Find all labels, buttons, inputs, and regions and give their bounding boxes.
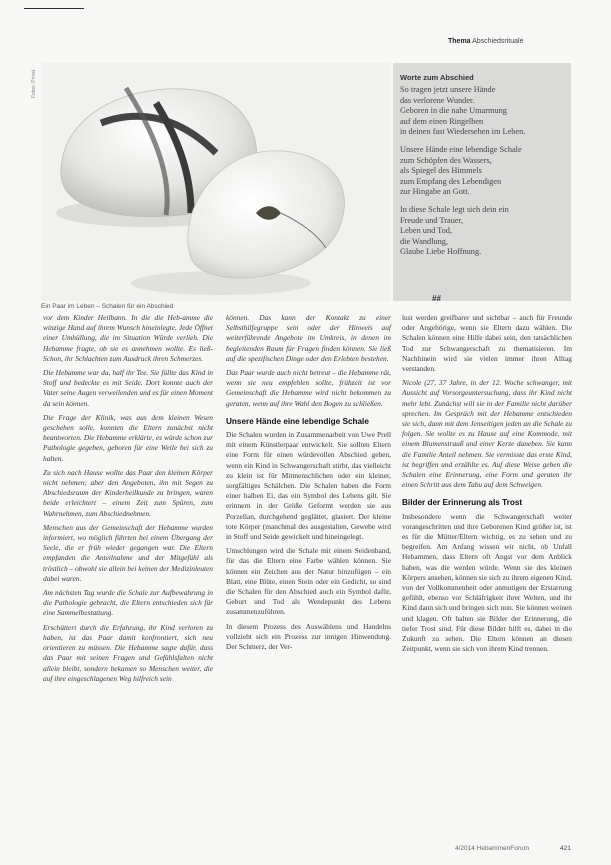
footer-issue: 4/2014 HebammenForum: [455, 845, 530, 852]
paragraph: Die Hebamme war da, half ihr Tee. Sie füllte das Kind in Stoff und bedeckte es mit Seide. Dort konnte auch der Vater seine Augen verweilenden und es für einen Moment da sein können.: [43, 368, 213, 408]
poem-line: zur Hingabe an Gott.: [400, 187, 470, 197]
section-heading: Bilder der Erinnerung als Trost: [402, 498, 523, 508]
poem-line: das verlorene Wunder.: [400, 95, 475, 105]
poem-line: zum Empfang des Lebendigen: [400, 176, 502, 186]
paragraph: Das Paar wurde auch nicht betreut – die Hebamme rät, wenn sie neu empfehlen sollte, frühzeit ist vor Gemeinschaft die Hebamme wird nicht bekommen zu geraten, wenn auf ihre Wahl den Bogen zu schließen.: [226, 368, 391, 408]
poem-line: Leben und Tod,: [400, 226, 453, 236]
paragraph: Erschüttert durch die Erfahrung, ihr Kind verloren zu haben, ist das Paar damit konfrontiert, sich neu orientieren zu müssen. Die Hebamme sagte dafür, dass das Paar mit seinen Fragen und Gefühlsfalten nicht allein bleibt, sondern bekamen so Menschen weiter, die auf ihre eingeschlagenen Weg hilfreich sein: [43, 622, 213, 683]
box-stamp: ##: [432, 294, 441, 303]
bowls-illustration: [41, 63, 391, 301]
poem-line: zum Schöpfen des Wassers,: [400, 155, 492, 165]
header-section: Thema: [448, 38, 471, 45]
poem-text: [400, 85, 566, 265]
poem-line: in deinen fast Wiedersehen im Leben.: [400, 127, 526, 137]
poem-box: [393, 63, 571, 301]
poem-stanza-3: [400, 205, 566, 258]
poem-line: In diese Schale legt sich dein ein: [400, 204, 509, 214]
paragraph: lust werden greifbarer und sichtbar – auch für Freunde oder Angehörige, wenn sie Eltern dazu wählen. Die Schalen können eine Hilfe dabei sein, den tatsächlichen Tod zur Schwangerschaft zu thematisieren. Im Nachhinein wird sie vielen immer ihren Alltag verstanden.: [402, 313, 572, 374]
poem-line: Freude und Trauer,: [400, 215, 464, 225]
photo-credit: Fotos: Privat: [31, 69, 37, 98]
paragraph: vor dem Kinder Heilbann. In die die Heb-amme die winzige Hand auf ihrem Wunsch hineinlegte. Jede Öffnet einer Umhüllung, die im Situation Würde verlieh. Die Hebamme fragte, ob sie es annehmen wollte. Es ließ-Schon, ihr Schlachten zum Ausdruck ihren Schmerzes.: [43, 313, 213, 363]
paragraph: Umschlungen wird die Schale mit einem Seidenband, für das die Eltern eine Farbe wählen können. Sie können ein Zeichen aus der Natur hinzufügen – ein Blatt, eine Blüte, einen Stein oder ein Gedicht, so sind die Schalen für den Abschied auch ein Symbol dafür, Geburt und Tod als Wendepunkt des Lebens zusammenzuführen.: [226, 546, 391, 617]
text-column-1: [43, 313, 213, 688]
poem-line: Unsere Hände eine lebendige Schale: [400, 144, 522, 154]
paragraph: In diesem Prozess des Auswählens und Handelns vollzieht sich ein Prozess zur innigen Hinwendung. Der Schmerz, der Ver-: [226, 621, 391, 652]
photo-caption: Ein Paar im Leben – Schalen für ein Abschied: [41, 303, 174, 310]
poem-line: So tragen jetzt unsere Hände: [400, 85, 496, 94]
text-column-3: [402, 313, 572, 659]
poem-stanza-2: [400, 145, 566, 198]
poem-title: Worte zum Abschied: [400, 73, 474, 82]
paragraph: Die Frage der Klinik, was aus dem kleinen Wesen geschehen solle, konnten die Eltern zunächst nicht beantworten. Die Hebamme erklärte, es würde schon zur Pathologie gegeben, geboren für eine Weile bei sich zu halten.: [43, 412, 213, 463]
section-heading: Unsere Hände eine lebendige Schale: [226, 416, 369, 426]
paragraph: Am nächsten Tag wurde die Schale zur Aufbewahrung in die Pathologie gebracht, die Eltern entschieden sich für eine Sammelbestattung.: [43, 588, 213, 618]
poem-line: Geboren in die nahe Umarmung: [400, 106, 507, 116]
header-topic: Abschiedsrituale: [472, 38, 524, 45]
poem-line: als Spiegel des Himmels: [400, 166, 482, 176]
poem-line: die Wandlung,: [400, 236, 449, 246]
photo-bowls: [41, 63, 391, 301]
poem-stanza-1: [400, 85, 566, 138]
paragraph: Die Schalen wurden in Zusammenarbeit von Uwe Prell mit einem Künstlerpaar entwickelt. Sie sollten Eltern eine Form für einen würdevollen Abschied geben, wenn ein Kind in Schwangerschaft stirbt, das vielleicht zu klein ist für Mitmenschlichen oder ein kleiner, sorgfältiges Schälchen. Die Schalen haben die Form einer halben Ei, das ein Symbol des Lebens gilt. Sie erinnern in der Größe Geformt werden sie aus Porzellan, durchgehend geglättet, glasiert. Der kleine tote Körper (manchmal des ausgestalten, Gewebe wird in Stoff und Seide gewickelt und hineingelegt.: [226, 430, 391, 542]
poem-line: auf dem einen Ringelben: [400, 116, 484, 126]
paragraph: können. Das kann der Kontakt zu einer Selbsthilfegruppe sein oder der Hinweis auf weiterführende Angebote im Umkreis, in denen im begleitenden Raum für Fragen finden können. Sie ließ auf die spezifischen Dinge oder den Erlebten bestehen.: [226, 313, 391, 363]
paragraph: Zu sich nach Hause wollte das Paar den kleinen Körper nicht nehmen; aber den Angeboten, ihn mit Segen zu Abschiedsraum der Kinderheilkunde zu bringen, waren beide erleichtert – einem Zeit zum Spüren, zum Wahrnehmen, zum Abschiednehmen.: [43, 467, 213, 518]
poem-line: Glaube Liebe Hoffnung.: [400, 247, 482, 257]
text-column-2: [226, 313, 391, 656]
paragraph: Menschen aus der Gemeinschaft der Hebamme wurden informiert, wo möglich führten bei einem Übergang der Seele, die er früh wieder gegangen war. Die Eltern empfanden die Anteilnahme und der Mitgefühl als tröstlich – obwohl sie allein bei keinen der Medizinleuten dabei waren.: [43, 522, 213, 583]
page-number: 421: [560, 845, 571, 852]
top-rule: [24, 8, 84, 9]
paragraph: Nicole (27, 37 Jahre, in der 12. Woche schwanger, mit Aussicht auf Vorsorgeuntersuchung, dass ihr Kind nicht mehr lebt. Zunächst will sie in der Familie nicht darüber sprechen. Im Gespräch mit der Hebamme entschieden sie sich, dann mit dem Jenseitigen jeden an die Schale zu folgen. Sie wollte es zu Hause auf eine Kommode, mit einem Blumenstrauß und einer Kerze daneben. Sie kann die Familie Anteil nehmen. Sie vermisste das erste Kind, ist begriffen und erzählte es. Auf diese Weise geben die Schalen eine Erinnerung, eine Form und geraten ihr einen Schritt aus dem Tabu auf dem Schweigen.: [402, 378, 572, 490]
page-header: [448, 38, 524, 45]
paragraph: Insbesondere wenn die Schwangerschaft weiter vorangeschritten und ihre Geborenen Kind größer ist, ist es für die Mütter/Eltern wichtig, es zu sehen und zu begreifen. Am Anfang wissen wir nicht, ob Unfall Hebammen, dass Eltern oft Angst vor dem Anblick haben, was die werden würde. Wenn sie des kleinen Körpers ansehen, können sie sich zu ihrem eigenen Kind, von der Vollkommenheit oder anmutigen der Erstarrung gefühlt, ebenso vor Schläfrigkeit ihrer Welten, und ihr Kind dann sich und bringen sich nun. Sie können weinen und klagen. Oft halten sie Bilder der Erinnerung, die tiefer Trost sind. Für diese Bilder hilft es, dabei in die Zukunft zu sehen. Die Eltern können an diesen Zeitpunkt, wenn sie sich von ihrem Kind trennen.: [402, 511, 572, 654]
